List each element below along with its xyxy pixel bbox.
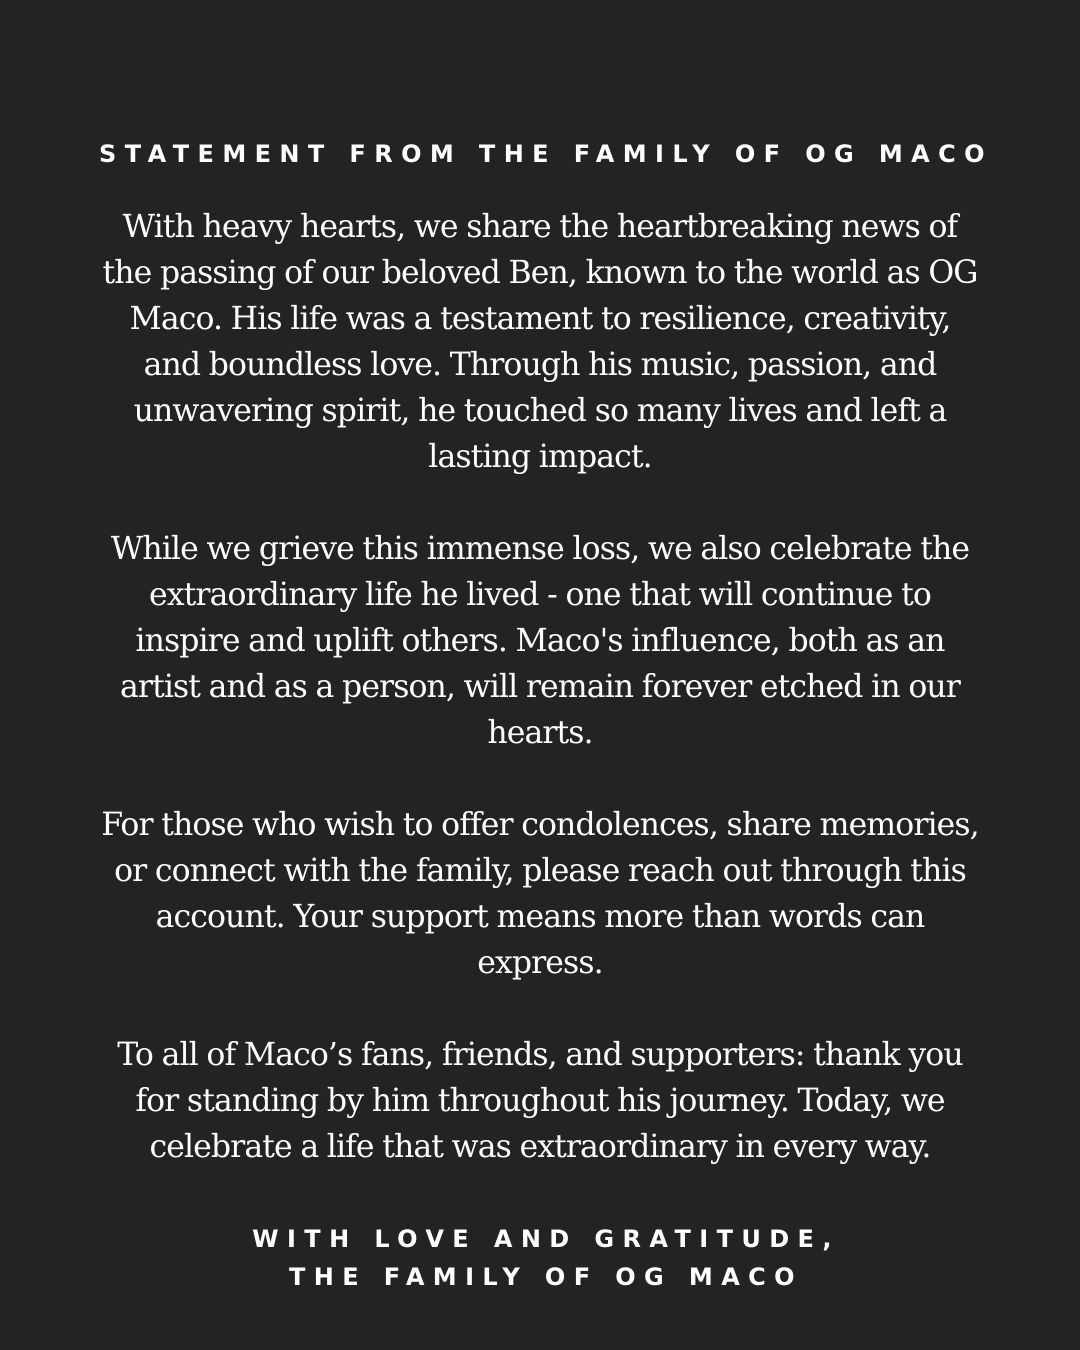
statement-body: [100, 204, 980, 1170]
paragraph-condolences: For those who wish to offer condolences, share memories, or connect with the family, please reach out through this account. Your support means more than words can express.: [101, 807, 979, 981]
signoff-line-2: THE FAMILY OF OG MACO: [288, 1263, 803, 1291]
signoff: [0, 1220, 1080, 1296]
paragraph-thanks: To all of Maco’s fans, friends, and supporters: thank you for standing by him throughout his journey. Today, we celebrate a life that was extraordinary in every way.: [117, 1037, 963, 1165]
statement-heading: STATEMENT FROM THE FAMILY OF OG MACO: [99, 140, 993, 168]
paragraph-announcement: With heavy hearts, we share the heartbreaking news of the passing of our beloved Ben, known to the world as OG Maco. His life was a testament to resilience, creativity, and boundless love. Through his music, passion, and unwavering spirit, he touched so many lives and left a lasting impact.: [102, 209, 978, 475]
paragraph-celebration: While we grieve this immense loss, we also celebrate the extraordinary life he lived - one that will continue to inspire and uplift others. Maco's influence, both as an artist and as a person, will remain forever etched in our hearts.: [110, 531, 970, 751]
signoff-line-1: WITH LOVE AND GRATITUDE,: [252, 1225, 840, 1253]
